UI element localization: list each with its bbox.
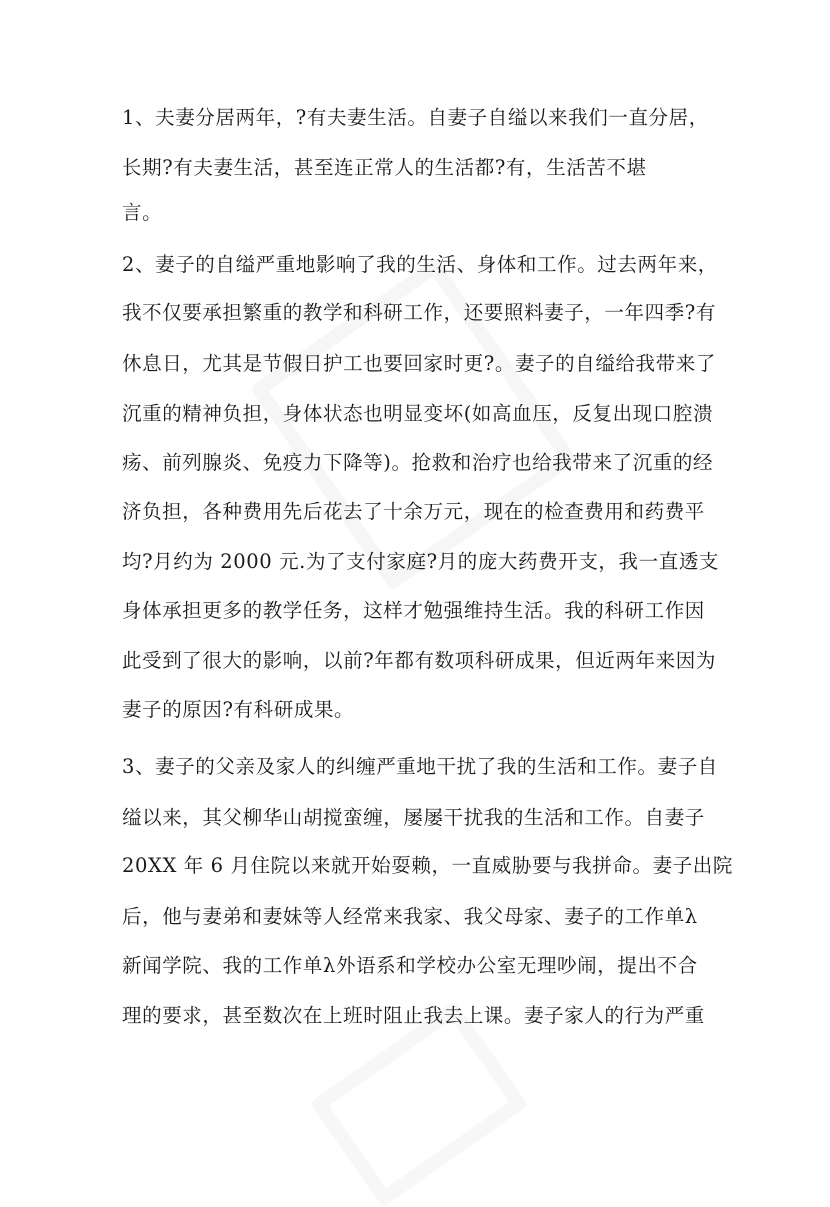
text-line: 理的要求，甚至数次在上班时阻止我去上课。妻子家人的行为严重	[122, 1004, 705, 1027]
text-line: 20XX 年 6 月住院以来就开始耍赖，一直威胁要与我拼命。妻子出院	[122, 854, 733, 877]
text-line: 长期?有夫妻生活，甚至连正常人的生活都?有，生活苦不堪	[122, 156, 647, 179]
text-line: 缢以来，其父柳华山胡搅蛮缠，屡屡干扰我的生活和工作。自妻子	[122, 806, 705, 829]
text-line: 均?月约为 2000 元.为了支付家庭?月的庞大药费开支，我一直透支	[122, 550, 720, 573]
text-line: 2、妻子的自缢严重地影响了我的生活、身体和工作。过去两年来，	[122, 253, 718, 276]
text-line: 济负担，各种费用先后花去了十余万元，现在的检查费用和药费平	[122, 500, 705, 523]
text-line: 3、妻子的父亲及家人的纠缠严重地干扰了我的生活和工作。妻子自	[122, 755, 718, 778]
text-line: 言。	[122, 201, 163, 224]
text-line: 疡、前列腺炎、免疫力下降等)。抢救和治疗也给我带来了沉重的经	[122, 451, 714, 474]
text-line: 此受到了很大的影响，以前?年都有数项科研成果，但近两年来因为	[122, 649, 716, 672]
text-line: 1、夫妻分居两年，?有夫妻生活。自妻子自缢以来我们一直分居，	[122, 106, 709, 129]
watermark	[309, 1001, 528, 1207]
text-line: 我不仅要承担繁重的教学和科研工作，还要照料妻子，一年四季?有	[122, 301, 716, 324]
text-line: 沉重的精神负担，身体状态也明显变坏(如高血压，反复出现口腔溃	[122, 402, 714, 425]
text-line: 休息日，尤其是节假日护工也要回家时更?。妻子的自缢给我带来了	[122, 352, 716, 375]
text-line: 身体承担更多的教学任务，这样才勉强维持生活。我的科研工作因	[122, 599, 705, 622]
text-line: 后，他与妻弟和妻妹等人经常来我家、我父母家、妻子的工作单λ	[122, 905, 698, 928]
text-line: 新闻学院、我的工作单λ外语系和学校办公室无理吵闹，提出不合	[122, 954, 698, 977]
text-line: 妻子的原因?有科研成果。	[122, 698, 355, 721]
